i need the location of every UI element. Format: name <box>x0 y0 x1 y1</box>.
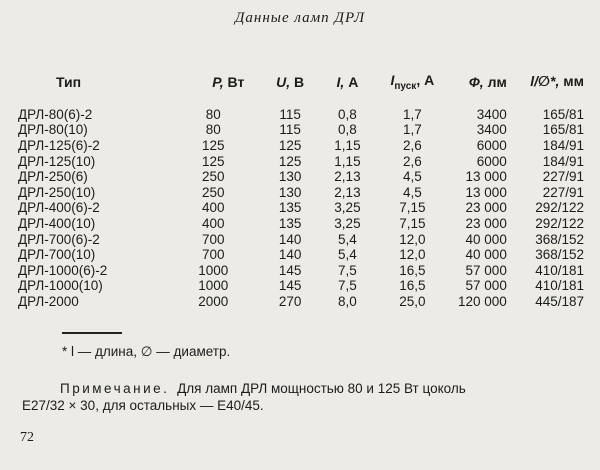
cell-voltage: 125 <box>278 153 302 169</box>
cell-type: ДРЛ-80(6)-2 <box>18 106 93 122</box>
table-row <box>18 278 588 294</box>
note <box>60 380 590 398</box>
cell-current: 3,25 <box>334 215 361 231</box>
cell-start-current: 7,15 <box>399 215 426 231</box>
cell-luminous-flux: 40 000 <box>465 247 507 263</box>
table-row <box>18 138 588 154</box>
note-line-1: Для ламп ДРЛ мощностью 80 и 125 Вт цоколь <box>177 381 466 396</box>
cell-power: 2000 <box>198 293 229 309</box>
cell-power: 80 <box>205 122 221 138</box>
cell-voltage: 130 <box>278 169 302 185</box>
cell-start-current: 2,6 <box>402 153 422 169</box>
cell-type: ДРЛ-2000 <box>18 293 79 309</box>
table-row <box>18 185 588 201</box>
header-voltage: U, В <box>276 73 305 90</box>
cell-luminous-flux: 57 000 <box>465 278 507 294</box>
table-row <box>18 232 588 248</box>
cell-voltage: 130 <box>278 184 302 200</box>
header-power: P, Вт <box>212 73 245 90</box>
cell-current: 1,15 <box>334 137 361 153</box>
cell-current: 7,5 <box>338 262 357 278</box>
cell-luminous-flux: 23 000 <box>465 215 507 231</box>
table-row <box>18 122 588 138</box>
cell-start-current: 1,7 <box>402 122 422 138</box>
cell-length-diameter: 292/122 <box>535 215 584 231</box>
cell-luminous-flux: 6000 <box>476 153 507 169</box>
cell-start-current: 12,0 <box>399 231 426 247</box>
page-number: 72 <box>20 430 34 445</box>
cell-luminous-flux: 13 000 <box>465 184 507 200</box>
cell-voltage: 125 <box>278 137 302 153</box>
cell-current: 0,8 <box>338 122 357 138</box>
cell-type: ДРЛ-80(10) <box>18 122 88 138</box>
cell-power: 700 <box>202 247 225 263</box>
cell-voltage: 140 <box>278 231 302 247</box>
cell-power: 250 <box>202 169 225 185</box>
cell-current: 2,13 <box>334 184 361 200</box>
footnote: * l — длина, ∅ — диаметр. <box>62 344 231 359</box>
cell-luminous-flux: 23 000 <box>465 200 507 216</box>
lamp-data-table <box>18 72 588 310</box>
cell-luminous-flux: 3400 <box>476 106 507 122</box>
cell-luminous-flux: 120 000 <box>458 293 507 309</box>
table-body <box>18 107 588 310</box>
cell-type: ДРЛ-125(10) <box>18 153 96 169</box>
cell-voltage: 145 <box>278 278 302 294</box>
cell-voltage: 115 <box>279 122 301 138</box>
cell-length-diameter: 184/91 <box>542 153 584 169</box>
cell-type: ДРЛ-700(6)-2 <box>18 231 100 247</box>
table-header-row <box>18 72 588 107</box>
table-row <box>18 263 588 279</box>
cell-power: 400 <box>202 215 225 231</box>
table-row <box>18 107 588 123</box>
cell-current: 2,13 <box>334 169 361 185</box>
cell-length-diameter: 227/91 <box>542 184 584 200</box>
cell-luminous-flux: 40 000 <box>465 231 507 247</box>
cell-type: ДРЛ-1000(6)-2 <box>18 262 108 278</box>
table-row <box>18 247 588 263</box>
footnote-divider <box>62 332 122 334</box>
cell-type: ДРЛ-400(6)-2 <box>18 200 100 216</box>
cell-start-current: 16,5 <box>399 278 426 294</box>
cell-luminous-flux: 13 000 <box>465 169 507 185</box>
cell-start-current: 2,6 <box>402 137 422 153</box>
cell-voltage: 270 <box>278 293 302 309</box>
cell-power: 700 <box>202 231 225 247</box>
header-type: Тип <box>56 73 82 90</box>
header-start-current: $I_{пуск}$, А <box>390 72 435 92</box>
header-current: I, А <box>336 73 359 90</box>
cell-length-diameter: 165/81 <box>542 122 584 138</box>
cell-length-diameter: 165/81 <box>542 106 584 122</box>
cell-start-current: 4,5 <box>402 169 422 185</box>
cell-length-diameter: 292/122 <box>535 200 584 216</box>
table-row <box>18 154 588 170</box>
cell-length-diameter: 184/91 <box>542 137 584 153</box>
cell-start-current: 7,15 <box>399 200 426 216</box>
cell-start-current: 4,5 <box>402 184 422 200</box>
cell-length-diameter: 445/187 <box>535 293 584 309</box>
cell-luminous-flux: 57 000 <box>465 262 507 278</box>
cell-voltage: 115 <box>279 106 301 122</box>
cell-type: ДРЛ-250(6) <box>18 169 88 185</box>
cell-current: 0,8 <box>338 106 357 122</box>
cell-type: ДРЛ-400(10) <box>18 215 96 231</box>
cell-power: 250 <box>202 184 225 200</box>
cell-length-diameter: 410/181 <box>535 262 584 278</box>
cell-start-current: 12,0 <box>399 247 426 263</box>
cell-power: 125 <box>202 137 225 153</box>
cell-type: ДРЛ-125(6)-2 <box>18 137 100 153</box>
cell-power: 125 <box>202 153 225 169</box>
cell-length-diameter: 227/91 <box>542 169 584 185</box>
cell-power: 80 <box>205 106 221 122</box>
cell-length-diameter: 410/181 <box>535 278 584 294</box>
cell-current: 5,4 <box>338 231 357 247</box>
cell-current: 7,5 <box>338 278 357 294</box>
table-row <box>18 200 588 216</box>
cell-current: 3,25 <box>334 200 361 216</box>
cell-voltage: 135 <box>278 215 302 231</box>
cell-power: 1000 <box>198 278 229 294</box>
table-row <box>18 294 588 310</box>
cell-current: 5,4 <box>338 247 357 263</box>
cell-current: 8,0 <box>338 293 357 309</box>
cell-length-diameter: 368/152 <box>535 231 584 247</box>
table-row <box>18 216 588 232</box>
cell-length-diameter: 368/152 <box>535 247 584 263</box>
table-row <box>18 169 588 185</box>
header-luminous-flux: Ф, лм <box>468 73 507 90</box>
cell-power: 1000 <box>198 262 229 278</box>
note-line-2: Е27/32 × 30, для остальных — Е40/45. <box>22 398 264 413</box>
cell-luminous-flux: 6000 <box>476 137 507 153</box>
header-length-diameter: l/∅*, мм <box>530 73 584 90</box>
cell-start-current: 25,0 <box>399 293 426 309</box>
page-title: Данные ламп ДРЛ <box>234 10 366 26</box>
cell-type: ДРЛ-250(10) <box>18 184 96 200</box>
cell-start-current: 16,5 <box>399 262 426 278</box>
cell-voltage: 140 <box>278 247 302 263</box>
cell-type: ДРЛ-1000(10) <box>18 278 103 294</box>
cell-start-current: 1,7 <box>402 106 422 122</box>
cell-power: 400 <box>202 200 225 216</box>
note-lead: Примечание. <box>60 381 170 396</box>
cell-current: 1,15 <box>334 153 361 169</box>
cell-voltage: 135 <box>278 200 302 216</box>
cell-luminous-flux: 3400 <box>476 122 507 138</box>
cell-voltage: 145 <box>278 262 302 278</box>
cell-type: ДРЛ-700(10) <box>18 247 96 263</box>
